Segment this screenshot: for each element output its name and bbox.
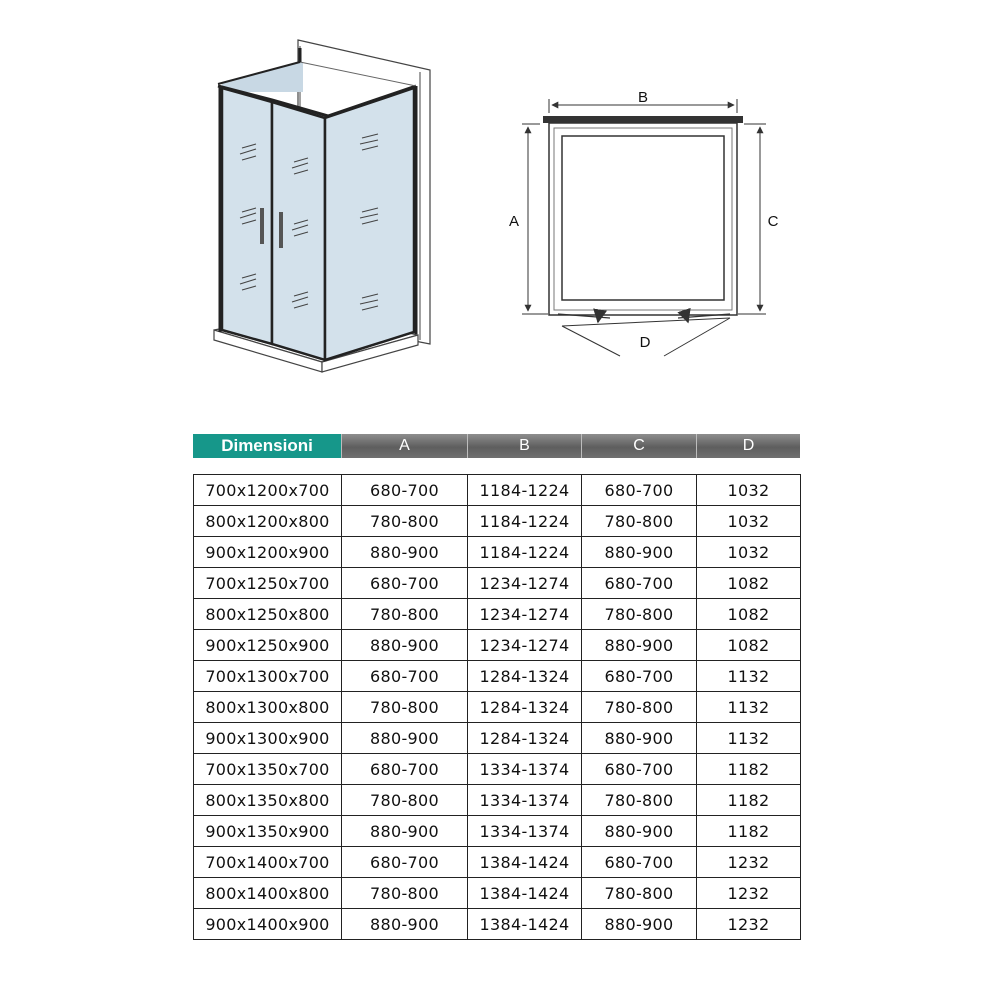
- cell-d: 1132: [697, 723, 801, 754]
- cell-c: 780-800: [582, 878, 697, 909]
- cell-size: 900x1400x900: [194, 909, 342, 940]
- table-row: [194, 661, 801, 692]
- cell-b: 1184-1224: [468, 537, 582, 568]
- cell-d: 1232: [697, 878, 801, 909]
- side-panel-glass: [325, 88, 414, 360]
- cell-a: 880-900: [342, 537, 468, 568]
- table-row: [194, 537, 801, 568]
- cell-b: 1384-1424: [468, 878, 582, 909]
- cell-b: 1284-1324: [468, 661, 582, 692]
- cell-size: 900x1300x900: [194, 723, 342, 754]
- cell-b: 1234-1274: [468, 568, 582, 599]
- cell-size: 900x1200x900: [194, 537, 342, 568]
- cell-b: 1384-1424: [468, 909, 582, 940]
- cell-d: 1232: [697, 847, 801, 878]
- table-title: Dimensioni: [193, 434, 341, 458]
- cell-size: 900x1250x900: [194, 630, 342, 661]
- cell-b: 1184-1224: [468, 475, 582, 506]
- cell-a: 880-900: [342, 909, 468, 940]
- cell-a: 780-800: [342, 599, 468, 630]
- cell-size: 800x1200x800: [194, 506, 342, 537]
- cell-size: 800x1350x800: [194, 785, 342, 816]
- shower-enclosure-illustration: [214, 40, 430, 372]
- label-d: D: [639, 334, 651, 351]
- cell-size: 800x1400x800: [194, 878, 342, 909]
- cell-b: 1184-1224: [468, 506, 582, 537]
- cell-c: 680-700: [582, 475, 697, 506]
- table-row: [194, 568, 801, 599]
- cell-d: 1082: [697, 599, 801, 630]
- cell-a: 780-800: [342, 785, 468, 816]
- cell-b: 1284-1324: [468, 723, 582, 754]
- cell-size: 700x1200x700: [194, 475, 342, 506]
- cell-d: 1032: [697, 475, 801, 506]
- table-row: [194, 630, 801, 661]
- cell-a: 680-700: [342, 475, 468, 506]
- cell-d: 1182: [697, 754, 801, 785]
- cell-d: 1232: [697, 909, 801, 940]
- cell-d: 1082: [697, 568, 801, 599]
- cell-a: 680-700: [342, 568, 468, 599]
- column-header-b: B: [467, 434, 581, 458]
- right-handle: [279, 212, 283, 248]
- cell-b: 1284-1324: [468, 692, 582, 723]
- table-row: [194, 909, 801, 940]
- label-c: C: [767, 213, 779, 230]
- plan-dimension-drawing: [509, 89, 779, 356]
- cell-b: 1234-1274: [468, 630, 582, 661]
- table-row: [194, 785, 801, 816]
- table-row: [194, 599, 801, 630]
- label-b: B: [637, 89, 649, 106]
- cell-c: 880-900: [582, 723, 697, 754]
- cell-d: 1032: [697, 506, 801, 537]
- dimensions-table: [193, 474, 801, 940]
- table-row: [194, 506, 801, 537]
- cell-size: 700x1250x700: [194, 568, 342, 599]
- cell-c: 680-700: [582, 847, 697, 878]
- cell-d: 1132: [697, 661, 801, 692]
- cell-d: 1032: [697, 537, 801, 568]
- table-row: [194, 723, 801, 754]
- cell-a: 780-800: [342, 506, 468, 537]
- cell-c: 780-800: [582, 506, 697, 537]
- cell-c: 880-900: [582, 630, 697, 661]
- left-handle: [260, 208, 264, 244]
- cell-c: 780-800: [582, 785, 697, 816]
- cell-b: 1334-1374: [468, 816, 582, 847]
- wall-bar: [543, 116, 743, 123]
- cell-a: 680-700: [342, 847, 468, 878]
- cell-size: 700x1350x700: [194, 754, 342, 785]
- cell-c: 780-800: [582, 599, 697, 630]
- drawings: [0, 0, 1000, 400]
- cell-size: 700x1300x700: [194, 661, 342, 692]
- cell-d: 1182: [697, 785, 801, 816]
- cell-a: 880-900: [342, 723, 468, 754]
- cell-size: 900x1350x900: [194, 816, 342, 847]
- cell-a: 680-700: [342, 661, 468, 692]
- column-header-d: D: [696, 434, 800, 458]
- table-header: [193, 434, 800, 458]
- cell-c: 880-900: [582, 909, 697, 940]
- cell-d: 1132: [697, 692, 801, 723]
- cell-b: 1234-1274: [468, 599, 582, 630]
- cell-d: 1182: [697, 816, 801, 847]
- cell-c: 880-900: [582, 816, 697, 847]
- label-a: A: [508, 213, 520, 230]
- cell-b: 1334-1374: [468, 785, 582, 816]
- cell-a: 880-900: [342, 816, 468, 847]
- cell-b: 1334-1374: [468, 754, 582, 785]
- table-row: [194, 754, 801, 785]
- column-header-a: A: [341, 434, 467, 458]
- cell-c: 680-700: [582, 754, 697, 785]
- table-row: [194, 847, 801, 878]
- cell-b: 1384-1424: [468, 847, 582, 878]
- cell-a: 780-800: [342, 878, 468, 909]
- table-row: [194, 878, 801, 909]
- table-row: [194, 475, 801, 506]
- column-header-c: C: [581, 434, 696, 458]
- cell-a: 880-900: [342, 630, 468, 661]
- cell-c: 780-800: [582, 692, 697, 723]
- cell-size: 800x1250x800: [194, 599, 342, 630]
- cell-a: 680-700: [342, 754, 468, 785]
- cell-size: 700x1400x700: [194, 847, 342, 878]
- cell-c: 880-900: [582, 537, 697, 568]
- cell-c: 680-700: [582, 661, 697, 692]
- table-row: [194, 692, 801, 723]
- table-row: [194, 816, 801, 847]
- cell-d: 1082: [697, 630, 801, 661]
- cell-c: 680-700: [582, 568, 697, 599]
- cell-size: 800x1300x800: [194, 692, 342, 723]
- cell-a: 780-800: [342, 692, 468, 723]
